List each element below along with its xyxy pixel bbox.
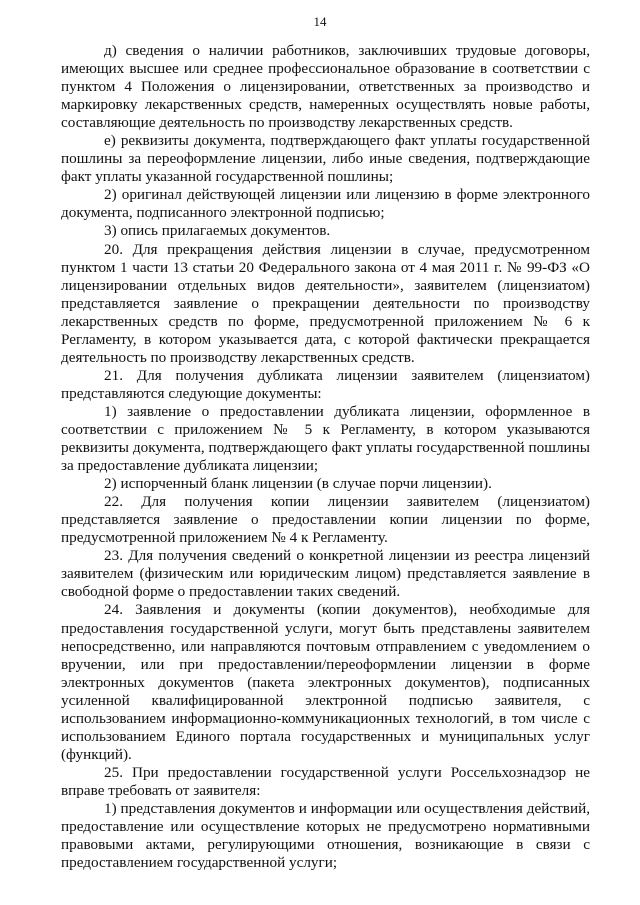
paragraph-21-duplicate: 21. Для получения дубликата лицензии заявителем (лицензиатом) представляются следующие документы:	[61, 366, 590, 402]
document-body	[61, 42, 590, 872]
paragraph-23-registry-info: 23. Для получения сведений о конкретной лицензии из реестра лицензий заявителем (физическим или юридическим лицом) представляется заявление в свободной форме о предоставлении таких сведений.	[61, 547, 590, 601]
paragraph-25-1-no-extra-documents: 1) представления документов и информации или осуществления действий, предоставление или осуществление которых не предусмотрено нормативными правовыми актами, регулирующими отношения, возникающие в связи с предоставлением государственной услуги;	[61, 799, 590, 872]
paragraph-e-fee-details: е) реквизиты документа, подтверждающего факт уплаты государственной пошлины за переоформление лицензии, либо иные сведения, подтверждающие факт уплаты указанной государственной пошлины;	[61, 132, 590, 186]
paragraph-21-1-duplicate-application: 1) заявление о предоставлении дубликата лицензии, оформленное в соответствии с приложением № 5 к Регламенту, в котором указываются реквизиты документа, подтверждающего факт уплаты государственной пошлины за предоставление дубликата лицензии;	[61, 402, 590, 475]
paragraph-24-submission: 24. Заявления и документы (копии документов), необходимые для предоставления государственной услуги, могут быть представлены заявителем непосредственно, или направляются почтовым отправлением с уведомлением о вручении, или при предоставлении/переоформлении лицензии в форме электронных документов (пакета электронных документов), подписанных усиленной квалифицированной электронной подписью заявителя, с использованием информационно-коммуникационных технологий, в том числе с использованием Единого портала государственных и муниципальных услуг (функций).	[61, 601, 590, 763]
page-number: 14	[313, 14, 327, 29]
paragraph-22-copy: 22. Для получения копии лицензии заявителем (лицензиатом) представляется заявление о предоставлении копии лицензии по форме, предусмотренной приложением № 4 к Регламенту.	[61, 493, 590, 547]
paragraph-20-termination: 20. Для прекращения действия лицензии в случае, предусмотренном пунктом 1 части 13 статьи 20 Федерального закона от 4 мая 2011 г. № 99-ФЗ «О лицензировании отдельных видов деятельности», заявителем (лицензиатом) представляется заявление о прекращении деятельности по производству лекарственных средств по форме, предусмотренной приложением № 6 к Регламенту, в котором указывается дата, с которой фактически прекращается деятельность по производству лекарственных средств.	[61, 240, 590, 366]
paragraph-d-staff-info: д) сведения о наличии работников, заключивших трудовые договоры, имеющих высшее или среднее профессиональное образование в соответствии с пунктом 4 Положения о лицензировании, ответственных за производство и маркировку лекарственных средств, намеренных осуществлять новые работы, составляющие деятельность по производству лекарственных средств.	[61, 42, 590, 132]
paragraph-document-inventory: 3) опись прилагаемых документов.	[104, 222, 331, 240]
paragraph-25-prohibitions: 25. При предоставлении государственной услуги Россельхознадзор не вправе требовать от заявителя:	[61, 763, 590, 799]
paragraph-21-2-damaged-form: 2) испорченный бланк лицензии (в случае порчи лицензии).	[104, 475, 492, 493]
paragraph-original-license: 2) оригинал действующей лицензии или лицензию в форме электронного документа, подписанного электронной подписью;	[61, 186, 590, 222]
